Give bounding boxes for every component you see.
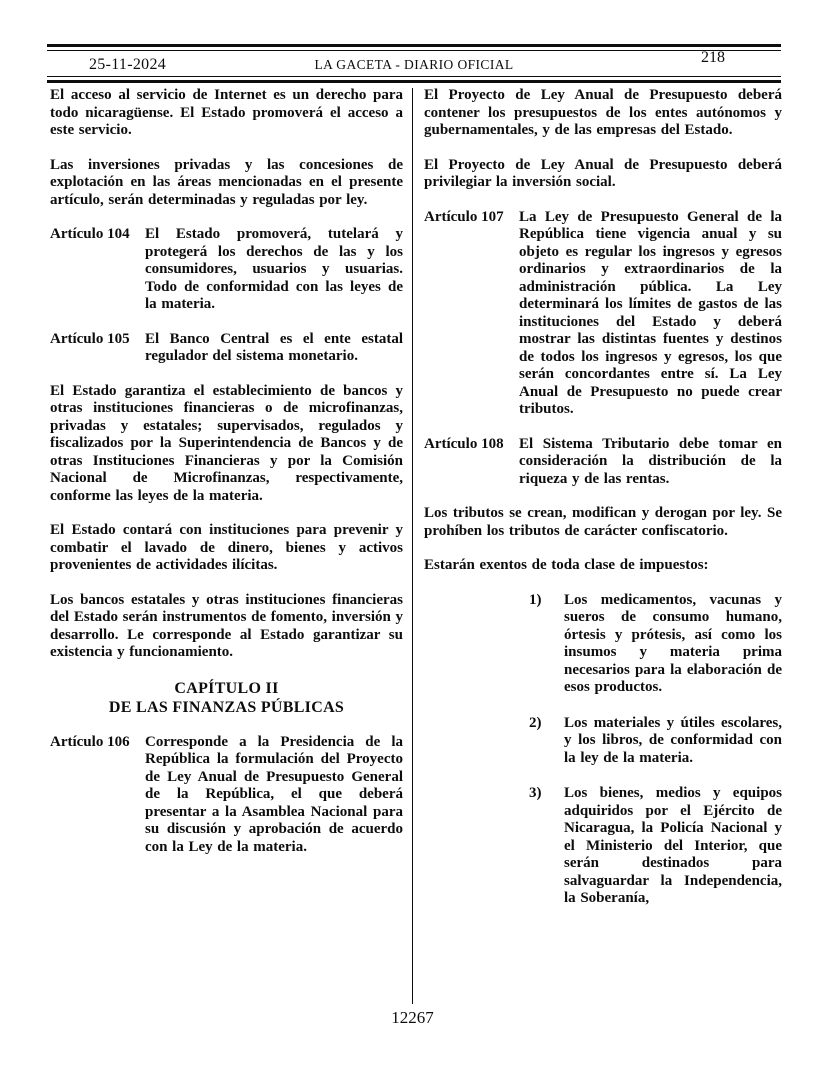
list-item-text: Los bienes, medios y equipos adquiridos por el Ejército de Nicaragua, la Policía Nacional y el Ministerio del Interior, que serán destinados para salvaguardar la Independencia, la Soberanía, [564, 785, 782, 906]
page-header [47, 44, 781, 83]
list-item-number: 3) [529, 785, 542, 801]
list-item-number: 2) [529, 714, 542, 731]
exemption-list-item [519, 715, 782, 768]
header-top-double-rule [47, 44, 781, 51]
article-105-paragraph-4: Los bancos estatales y otras instituciones financieras del Estado serán instrumentos de fomento, inversión y desarrollo. Le corresponde al Estado garantizar su existencia y funcionamiento. [50, 591, 403, 660]
gazette-date: 25-11-2024 [89, 56, 167, 73]
gazette-title: LA GACETA - DIARIO OFICIAL [314, 57, 514, 72]
article-105-body: El Banco Central es el ente estatal regulador del sistema monetario. [145, 330, 403, 364]
list-item-text: Los materiales y útiles escolares, y los libros, de conformidad con la ley de la materia. [564, 714, 782, 766]
article-106-label: Artículo 106 [50, 733, 130, 750]
paragraph-internet-access: El acceso al servicio de Internet es un derecho para todo nicaragüense. El Estado promoverá el acceso a este servicio. [50, 87, 403, 138]
article-106 [50, 734, 403, 857]
article-108-paragraph-3: Estarán exentos de toda clase de impuestos: [424, 557, 709, 573]
header-row [47, 51, 781, 76]
article-108-paragraph-2: Los tributos se crean, modifican y derogan por ley. Se prohíben los tributos de carácter confiscatorio. [424, 505, 782, 539]
list-item-number: 1) [529, 591, 542, 608]
chapter-heading [50, 679, 403, 717]
article-104-label: Artículo 104 [50, 226, 130, 242]
article-105 [50, 331, 403, 366]
article-108-body: El Sistema Tributario debe tomar en consideración la distribución de la riqueza y de las rentas. [519, 435, 782, 487]
article-105-paragraph-2: El Estado garantiza el establecimiento de bancos y otras instituciones financieras o de microfinanzas, privadas y estatales; supervisados, regulados y fiscalizados por la Superintendencia de Bancos y de otras Instituciones Financieras y por la Comisión Nacional de Microfinanzas, respectivamente, conforme las leyes de la materia. [50, 382, 403, 504]
chapter-heading-title: DE LAS FINANZAS PÚBLICAS [108, 698, 345, 716]
article-106-body: Corresponde a la Presidencia de la República la formulación del Proyecto de Ley Anual de Presupuesto General de la República, el que deberá presentar a la Asamblea Nacional para su discusión y aprobación de acuerdo con la Ley de la materia. [145, 733, 403, 855]
paragraph-budget-social: El Proyecto de Ley Anual de Presupuesto deberá privilegiar la inversión social. [424, 156, 782, 190]
page-footer [0, 1008, 825, 1028]
article-104-body: El Estado promoverá, tutelará y protegerá los derechos de las y los consumidores, usuarios y usuarias. Todo de conformidad con las leyes de la materia. [145, 226, 403, 312]
article-105-label: Artículo 105 [50, 330, 130, 347]
exemption-list-item [519, 592, 782, 697]
article-105-paragraph-3: El Estado contará con instituciones para prevenir y combatir el lavado de dinero, bienes y activos provenientes de actividades ilícitas. [50, 522, 403, 573]
article-108 [424, 436, 782, 489]
list-item-text: Los medicamentos, vacunas y sueros de consumo humano, órtesis y prótesis, así como los insumos y materia prima necesarios para la elaboración de esos productos. [564, 591, 782, 695]
column-divider [412, 88, 413, 1004]
article-108-label: Artículo 108 [424, 435, 504, 452]
article-104 [50, 226, 403, 314]
article-107-label: Artículo 107 [424, 208, 504, 225]
right-column [424, 87, 782, 926]
article-107 [424, 209, 782, 419]
paragraph-budget-contents: El Proyecto de Ley Anual de Presupuesto deberá contener los presupuestos de los entes autónomos y gubernamentales, y de las empresas del Estado. [424, 87, 782, 138]
left-column [50, 87, 403, 873]
page-number: 218 [701, 49, 725, 66]
document-number: 12267 [391, 1008, 434, 1027]
exemption-list-item [519, 785, 782, 908]
header-bottom-double-rule [47, 76, 781, 83]
paragraph-private-investments: Las inversiones privadas y las concesiones de explotación en las áreas mencionadas en el presente artículo, serán determinadas y reguladas por ley. [50, 156, 403, 208]
article-107-body: La Ley de Presupuesto General de la República tiene vigencia anual y su objeto es regular los ingresos y egresos ordinarios y extraordinarios de la administración pública. La Ley determinará los límites de gastos de las instituciones del Estado y deberá mostrar las distintas fuentes y destinos de todos los ingresos y egresos, los que serán concordantes entre sí. La Ley Anual de Presupuesto no puede crear tributos. [519, 208, 782, 417]
chapter-heading-number: CAPÍTULO II [174, 679, 279, 697]
